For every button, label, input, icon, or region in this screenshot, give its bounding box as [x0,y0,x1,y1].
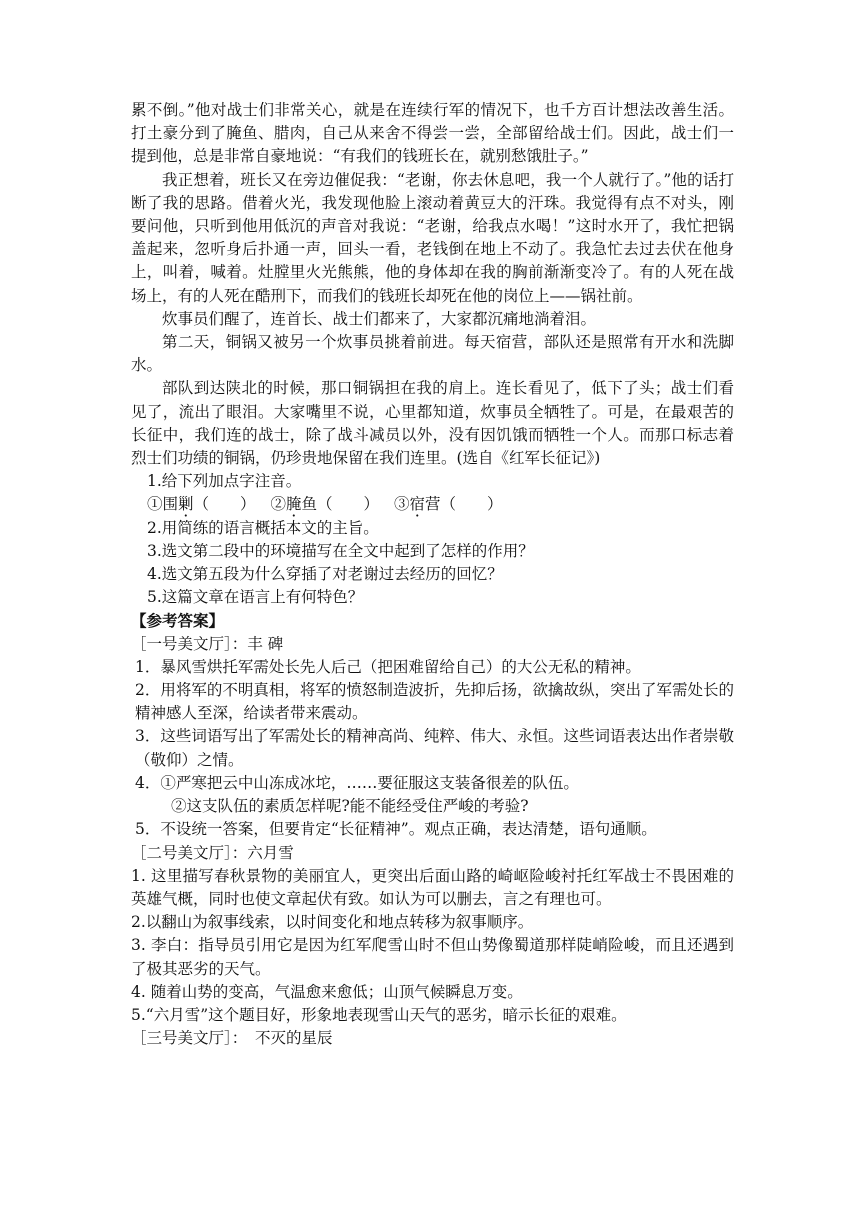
paragraph-1: 累不倒。”他对战士们非常关心，就是在连续行军的情况下，也千方百计想法改善生活。打土豪分到了腌鱼、腊肉，自己从来舍不得尝一尝，全部留给战士们。因此，战士们一提到他，总是非常自豪地说：“有我们的钱班长在，就别愁饿肚子。” [131,101,734,166]
option-3-blank: 营（ ） [425,495,503,514]
option-2-dotted-char: 腌 [286,495,302,514]
paragraph-3: 炊事员们醒了，连首长、战士们都来了，大家都沉痛地淌着泪。 [162,309,597,328]
hall-1-answer-2: 2．用将军的不明真相，将军的愤怒制造波折，先抑后扬，欲擒故纵，突出了军需处长的精神感人至深，给读者带来震动。 [135,681,734,723]
hall-2-answer-4: 4. 随着山势的变高，气温愈来愈低；山顶气候瞬息万变。 [131,982,523,1001]
hall-1-answer-3: 3．这些词语写出了军需处长的精神高尚、纯粹、伟大、永恒。这些词语表达出作者崇敬（敬仰）之情。 [135,727,734,769]
option-1-blank: （ ） [193,495,256,514]
option-2-prefix: ② [270,495,286,514]
hall-1-title: ［一号美文厅］：丰 碑 [131,634,284,653]
question-4: 4.选文第五段为什么穿插了对老谢过去经历的回忆？ [147,565,503,584]
paragraph-2: 我正想着，班长又在旁边催促我：“老谢，你去休息吧，我一个人就行了。”他的话打断了我的思路。借着火光，我发现他脸上滚动着黄豆大的汗珠。我觉得有点不对头，刚要问他，只听到他用低沉的声音对我说：“老谢，给我点水喝！”这时水开了，我忙把锅盖起来，忽听身后扑通一声，回头一看，老钱倒在地上不动了。我急忙去过去伏在他身上，叫着，喊着。灶膛里火光熊熊，他的身体却在我的胸前渐渐变冷了。有的人死在战场上，有的人死在酷刑下，而我们的钱班长却死在他的岗位上——锅社前。 [131,170,734,305]
question-1-options [147,493,734,516]
hall-2-title: ［二号美文厅］：六月雪 [131,843,294,862]
hall-2-answer-5: 5.“六月雪”这个题目好，形象地表现雪山天气的恶劣，暗示长征的艰难。 [131,1005,627,1024]
option-3-dotted-char: 宿 [409,495,425,514]
hall-2-answer-1: 1. 这里描写春秋景物的美丽宜人，更突出后面山路的崎岖险峻衬托红军战士不畏困难的英雄气概，同时也使文章起伏有致。如认为可以删去，言之有理也可。 [131,866,734,908]
answers-heading: 【参考答案】 [131,611,225,631]
question-2: 2.用简练的语言概括本文的主旨。 [147,518,379,537]
paragraph-5: 部队到达陕北的时候，那口铜锅担在我的肩上。连长看见了，低下了头；战士们看见了，流出了眼泪。大家嘴里不说，心里都知道，炊事员全牺牲了。可是，在最艰苦的长征中，我们连的战士，除了战斗减员以外，没有因饥饿而牺牲一个人。而那口标志着烈士们功绩的铜锅，仍珍贵地保留在我们连里。(选自《红军长征记》) [131,379,734,468]
option-1-dotted-char: 剿 [178,495,194,514]
hall-1-answer-4b: ②这支队伍的素质怎样呢?能不能经受住严峻的考验? [171,797,529,816]
hall-3-title: ［三号美文厅］： 不灭的星辰 [131,1029,333,1048]
option-1 [147,493,256,516]
hall-2-answer-3: 3. 李白：指导员引用它是因为红军爬雪山时不但山势像蜀道那样陡峭险峻，而且还遇到了极其恶劣的天气。 [131,936,734,978]
hall-2-answer-2: 2.以翻山为叙事线索，以时间变化和地点转移为叙事顺序。 [131,913,534,932]
question-5: 5.这篇文章在语言上有何特色？ [147,588,364,607]
paragraph-4: 第二天，铜锅又被另一个炊事员挑着前进。每天宿营，部队还是照常有开水和洗脚水。 [131,333,734,375]
question-1: 1.给下列加点字注音。 [147,472,302,491]
hall-1-answer-5: 5．不设统一答案，但要肯定“长征精神”。观点正确，表达清楚，语句通顺。 [135,820,657,839]
option-1-prefix: ①围 [147,495,179,514]
option-2-blank: 鱼（ ） [301,495,380,514]
hall-1-answer-1: 1．暴风雪烘托军需处长先人后己（把困难留给自己）的大公无私的精神。 [135,657,641,676]
option-3 [394,493,503,516]
option-3-prefix: ③ [393,495,410,514]
document-body [131,99,734,1050]
question-3: 3.选文第二段中的环境描写在全文中起到了怎样的作用？ [147,541,534,560]
hall-1-answer-4a: 4．①严寒把云中山冻成冰坨，……要征服这支装备很差的队伍。 [135,773,579,792]
option-2 [270,493,379,516]
